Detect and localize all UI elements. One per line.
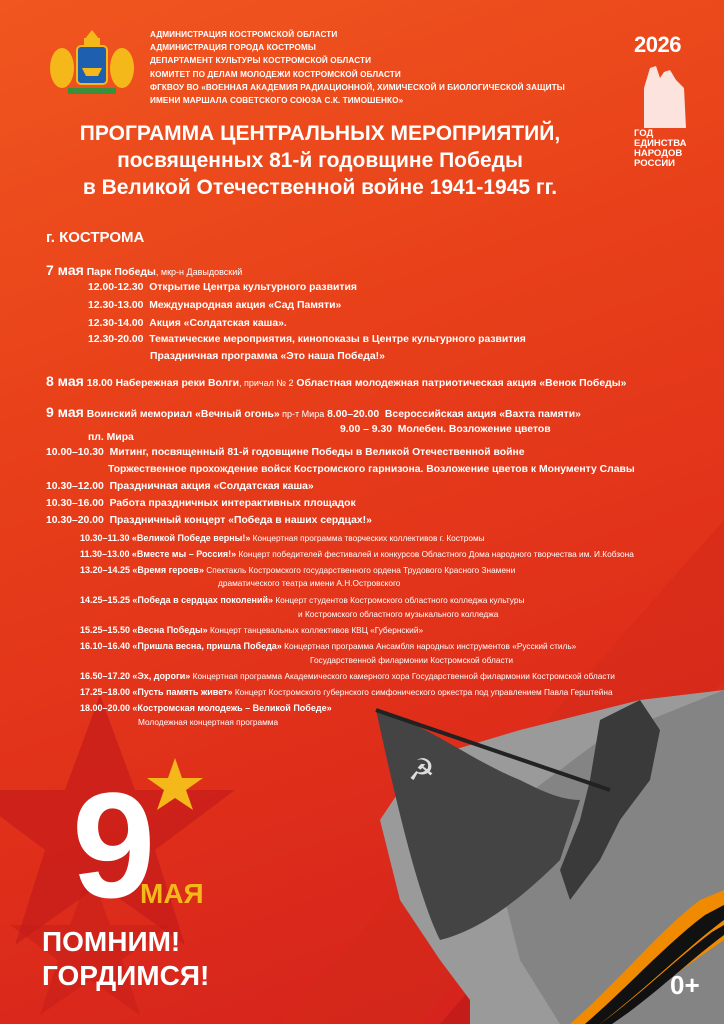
event-time: 10.30–16.00 bbox=[46, 498, 104, 509]
organizer: ИМЕНИ МАРШАЛА СОВЕТСКОГО СОЮЗА С.К. ТИМОШЕНКО» bbox=[150, 96, 404, 106]
event-text: Акция «Солдатская каша». bbox=[149, 318, 287, 329]
event-time: 18.00–20.00 bbox=[80, 703, 131, 713]
event-text: Митинг, посвященный 81-й годовщине Победы в Великой Отечественной войне bbox=[109, 447, 525, 458]
event-row bbox=[340, 424, 551, 435]
event-text: Торжественное прохождение войск Костромского гарнизона. Возложение цветов к Монументу Славы bbox=[108, 464, 635, 475]
event-row bbox=[46, 447, 525, 458]
date-label: 8 мая bbox=[46, 373, 84, 389]
event-desc: и Костромского областного музыкального колледжа bbox=[298, 609, 499, 619]
event-time: 16.50–17.20 bbox=[80, 671, 131, 681]
event-desc: Спектакль Костромского государственного ордена Трудового Красного Знамени bbox=[206, 565, 516, 575]
event-time: 11.30–13.00 bbox=[80, 549, 130, 559]
year-line: ГОД bbox=[634, 128, 654, 139]
event-desc: Государственной филармонии Костромской области bbox=[310, 655, 514, 665]
event-desc: Концертная программа Ансамбля народных инструментов «Русский стиль» bbox=[284, 641, 577, 651]
event-time: 10.00–10.30 bbox=[46, 447, 104, 458]
organizer: АДМИНИСТРАЦИЯ ГОРОДА КОСТРОМЫ bbox=[150, 43, 317, 53]
event-text: Областная молодежная патриотическая акция «Венок Победы» bbox=[296, 378, 627, 389]
event-time: 8.00–20.00 bbox=[327, 409, 380, 420]
event-desc: Концерт танцевальных коллективов КВЦ «Губернский» bbox=[209, 625, 424, 635]
event-time: 12.30-13.00 bbox=[88, 300, 144, 311]
place-note: , мкр-н Давыдовский bbox=[155, 267, 243, 277]
may-label: МАЯ bbox=[140, 878, 204, 909]
title-line: посвященных 81-й годовщине Победы bbox=[117, 149, 523, 172]
event-text: Молебен. Возложение цветов bbox=[397, 424, 551, 435]
event-row bbox=[46, 481, 314, 492]
date-label: 9 мая bbox=[46, 404, 84, 420]
organizer: АДМИНИСТРАЦИЯ КОСТРОМСКОЙ ОБЛАСТИ bbox=[150, 30, 338, 39]
event-text: Тематические мероприятия, кинопоказы в Центре культурного развития bbox=[149, 334, 526, 345]
svg-text:☭: ☭ bbox=[408, 753, 435, 788]
event-desc: Молодежная концертная программа bbox=[138, 717, 279, 727]
event-title: «Великой Победе верны!» bbox=[131, 533, 251, 543]
concert-row bbox=[80, 671, 615, 681]
organizers-list bbox=[150, 28, 565, 107]
place-note: пр-т Мира bbox=[279, 409, 325, 419]
slogan-line: ПОМНИМ! bbox=[42, 926, 181, 957]
event-time: 18.00 bbox=[86, 378, 113, 389]
may9-header bbox=[46, 404, 581, 420]
place-note: , причал № 2 bbox=[238, 378, 294, 388]
year-of-unity-logo bbox=[634, 34, 704, 169]
event-row bbox=[88, 282, 357, 293]
title-line: в Великой Отечественной войне 1941-1945 гг. bbox=[82, 176, 558, 199]
event-title: «Вместе мы – Россия!» bbox=[131, 549, 237, 559]
event-time: 13.20–14.25 bbox=[80, 565, 131, 575]
place-name: Набережная реки Волги bbox=[115, 378, 239, 389]
event-desc: Концерт Костромского губернского симфонического оркестра под управлением Павла Герштейна bbox=[234, 687, 613, 697]
event-title: «Эх, дороги» bbox=[132, 671, 191, 681]
event-title: «Время героев» bbox=[132, 565, 204, 575]
event-title: «Костромская молодежь – Великой Победе» bbox=[132, 703, 332, 713]
event-time: 10.30–11.30 bbox=[80, 533, 130, 543]
place-name: Воинский мемориал «Вечный огонь» bbox=[86, 409, 280, 420]
event-time: 10.30–20.00 bbox=[46, 515, 104, 526]
event-row bbox=[88, 318, 287, 329]
event-text: Всероссийская акция «Вахта памяти» bbox=[384, 409, 581, 420]
place-name: Парк Победы bbox=[86, 267, 156, 278]
concert-row bbox=[80, 703, 332, 713]
concert-row bbox=[80, 641, 576, 651]
event-text: Праздничный концерт «Победа в наших сердцах!» bbox=[109, 515, 372, 526]
event-text: Праздничная программа «Это наша Победа!» bbox=[150, 351, 385, 362]
event-time: 15.25–15.50 bbox=[80, 625, 131, 635]
event-desc: Концертная программа творческих коллективов г. Костромы bbox=[252, 533, 485, 543]
concert-row bbox=[80, 625, 423, 635]
age-rating-badge: 0+ bbox=[670, 970, 700, 1000]
event-text: Международная акция «Сад Памяти» bbox=[149, 300, 342, 311]
concert-row bbox=[80, 549, 634, 559]
event-row bbox=[46, 498, 356, 509]
organizer: ДЕПАРТАМЕНТ КУЛЬТУРЫ КОСТРОМСКОЙ ОБЛАСТИ bbox=[150, 56, 372, 66]
event-title: «Победа в сердцах поколений» bbox=[132, 595, 274, 605]
may8-row bbox=[46, 373, 626, 389]
may7-header bbox=[46, 262, 242, 278]
event-desc: Концерт победителей фестивалей и конкурсов Областного Дома народного творчества им. И.Кобзона bbox=[238, 549, 634, 559]
event-time: 12.30-20.00 bbox=[88, 334, 144, 345]
event-row bbox=[88, 334, 526, 345]
concert-row bbox=[80, 687, 613, 697]
event-time: 12.30-14.00 bbox=[88, 318, 144, 329]
event-text: Работа праздничных интерактивных площадок bbox=[109, 498, 356, 509]
event-text: Открытие Центра культурного развития bbox=[149, 282, 357, 293]
city-name: г. КОСТРОМА bbox=[46, 229, 145, 246]
concert-row bbox=[80, 533, 485, 543]
event-title: «Весна Победы» bbox=[132, 625, 208, 635]
concert-row bbox=[80, 565, 515, 575]
year-line: ЕДИНСТВА bbox=[634, 138, 687, 149]
year-line: РОССИИ bbox=[634, 158, 675, 169]
coat-of-arms-icon bbox=[48, 28, 136, 102]
event-time: 9.00 – 9.30 bbox=[340, 424, 392, 435]
title-line: ПРОГРАММА ЦЕНТРАЛЬНЫХ МЕРОПРИЯТИЙ, bbox=[79, 122, 561, 145]
event-desc: драматического театра имени А.Н.Островского bbox=[218, 578, 401, 588]
event-time: 16.10–16.40 bbox=[80, 641, 131, 651]
event-time: 10.30–12.00 bbox=[46, 481, 104, 492]
event-time: 12.00-12.30 bbox=[88, 282, 144, 293]
event-desc: Концерт студентов Костромского областного колледжа культуры bbox=[275, 595, 525, 605]
event-row bbox=[88, 300, 341, 311]
page-title bbox=[40, 120, 600, 201]
event-row bbox=[46, 515, 372, 526]
nine-numeral: 9 bbox=[72, 761, 156, 929]
event-time: 17.25–18.00 bbox=[80, 687, 131, 697]
slogan bbox=[42, 925, 209, 993]
event-desc: Концертная программа Академического камерного хора Государственной филармонии Костромской области bbox=[192, 671, 615, 681]
concert-row bbox=[80, 595, 524, 605]
organizer: КОМИТЕТ ПО ДЕЛАМ МОЛОДЕЖИ КОСТРОМСКОЙ ОБЛАСТИ bbox=[150, 69, 401, 79]
organizer: ФГКВОУ ВО «ВОЕННАЯ АКАДЕМИЯ РАДИАЦИОННОЙ, ХИМИЧЕСКОЙ И БИОЛОГИЧЕСКОЙ ЗАЩИТЫ bbox=[150, 82, 565, 92]
event-title: «Пусть память живет» bbox=[132, 687, 233, 697]
year-line: НАРОДОВ bbox=[634, 148, 683, 159]
year-number: 2026 bbox=[634, 32, 681, 57]
monument-icon bbox=[636, 58, 692, 128]
date-label: 7 мая bbox=[46, 262, 84, 278]
place-name: пл. Мира bbox=[88, 432, 134, 443]
event-time: 14.25–15.25 bbox=[80, 595, 131, 605]
event-title: «Пришла весна, пришла Победа» bbox=[132, 641, 282, 651]
event-text: Праздничная акция «Солдатская каша» bbox=[109, 481, 314, 492]
slogan-line: ГОРДИМСЯ! bbox=[42, 960, 210, 991]
